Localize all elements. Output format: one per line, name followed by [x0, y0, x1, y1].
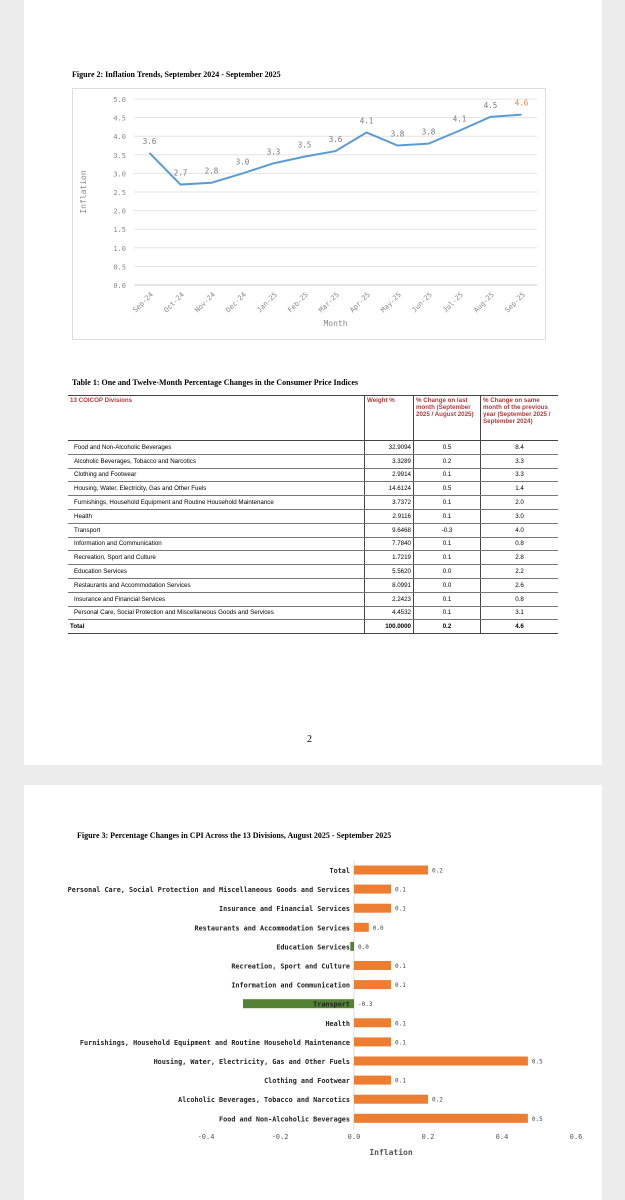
weight: 3.3289: [365, 454, 414, 468]
division-name: Information and Communication: [68, 537, 365, 551]
yearly-change: 0.8: [481, 537, 559, 551]
y-tick-label: 4.5: [113, 114, 126, 123]
x-tick-label: 0.2: [421, 1133, 435, 1141]
table-row: [68, 468, 558, 482]
x-tick-label: Feb-25: [286, 290, 310, 315]
bar: [350, 942, 354, 951]
table-row: [68, 509, 558, 523]
x-tick-label: Jan-25: [255, 290, 279, 315]
division-name: Clothing and Footwear: [68, 468, 365, 482]
yearly-change: 3.3: [481, 454, 559, 468]
total-weight: 100.0000: [365, 620, 414, 634]
data-label: 3.0: [235, 157, 250, 167]
x-tick-label: 0.6: [569, 1133, 583, 1141]
bar: [354, 1057, 528, 1066]
data-label: 4.5: [483, 100, 498, 110]
y-tick-label: 1.5: [113, 226, 126, 235]
data-label: 3.8: [421, 127, 436, 137]
col-header-divisions: 13 COICOP Divisions: [68, 396, 365, 441]
x-tick-label: May-25: [379, 290, 403, 315]
division-name: Personal Care, Social Protection and Miscellaneous Goods and Services: [68, 606, 365, 620]
category-label: Transport: [313, 1000, 350, 1009]
weight: 2.9116: [365, 509, 414, 523]
category-label: Insurance and Financial Services: [219, 905, 350, 914]
monthly-change: 0.1: [414, 592, 481, 606]
x-axis-title: Month: [323, 319, 348, 328]
bar: [354, 866, 428, 875]
y-tick-label: 2.0: [113, 207, 126, 216]
yearly-change: 2.2: [481, 565, 559, 579]
monthly-change: -0.3: [414, 523, 481, 537]
yearly-change: 2.6: [481, 578, 559, 592]
data-label: 3.3: [266, 147, 281, 157]
x-tick-label: Dec-24: [224, 290, 248, 315]
yearly-change: 3.1: [481, 606, 559, 620]
bar: [354, 1018, 391, 1027]
monthly-change: 0.5: [414, 441, 481, 455]
category-label: Education Services: [276, 943, 350, 952]
weight: 1.7219: [365, 551, 414, 565]
division-name: Alcoholic Beverages, Tobacco and Narcotics: [68, 454, 365, 468]
y-tick-label: 2.5: [113, 189, 126, 197]
x-tick-label: Apr-25: [348, 290, 372, 315]
total-label: Total: [68, 620, 365, 634]
bar: [354, 1037, 391, 1046]
monthly-change: 0.5: [414, 482, 481, 496]
weight: 8.0991: [365, 578, 414, 592]
data-label: 0.2: [432, 867, 443, 875]
data-label: 3.5: [297, 140, 312, 150]
data-label: 0.5: [531, 1115, 543, 1123]
x-tick-label: 0.0: [347, 1133, 361, 1141]
data-label: 0.1: [395, 1020, 406, 1028]
yearly-change: 0.8: [481, 592, 559, 606]
data-label: -0.3: [358, 1001, 373, 1009]
weight: 7.7840: [365, 537, 414, 551]
weight: 4.4532: [365, 606, 414, 620]
weight: 14.6124: [365, 482, 414, 496]
data-label: 3.8: [390, 129, 405, 139]
division-bar-chart: [24, 855, 602, 1165]
bar: [354, 885, 391, 894]
table-row: [68, 454, 558, 468]
weight: 32.9094: [365, 441, 414, 455]
monthly-change: 0.0: [414, 565, 481, 579]
data-label: 0.0: [358, 943, 369, 951]
total-monthly: 0.2: [414, 620, 481, 634]
weight: 5.5620: [365, 565, 414, 579]
x-tick-label: -0.4: [197, 1133, 215, 1141]
y-tick-label: 3.5: [113, 151, 126, 160]
table-row: [68, 537, 558, 551]
table-row: [68, 551, 558, 565]
data-label: 0.1: [395, 905, 406, 913]
division-name: Insurance and Financial Services: [68, 592, 365, 606]
y-tick-label: 1.0: [113, 244, 126, 253]
page-number: 2: [307, 734, 312, 745]
table-1-title: Table 1: One and Twelve-Month Percentage Changes in the Consumer Price Indices: [72, 378, 358, 387]
monthly-change: 0.1: [414, 537, 481, 551]
col-header-monthly: % Change on last month (September 2025 / August 2025): [414, 396, 481, 441]
table-row: [68, 606, 558, 620]
figure-2-title: Figure 2: Inflation Trends, September 2024 - September 2025: [72, 70, 281, 79]
x-tick-label: -0.2: [271, 1133, 289, 1141]
table-row: [68, 441, 558, 455]
bar: [354, 1076, 391, 1085]
total-yearly: 4.6: [481, 620, 559, 634]
bar: [354, 904, 391, 913]
x-tick-label: Sep-25: [503, 290, 527, 315]
yearly-change: 3.0: [481, 509, 559, 523]
category-label: Restaurants and Accommodation Services: [194, 924, 350, 933]
category-label: Information and Communication: [231, 981, 350, 990]
y-axis-title: Inflation: [79, 170, 88, 214]
table-row: [68, 496, 558, 510]
bar: [354, 923, 369, 932]
monthly-change: 0.1: [414, 551, 481, 565]
x-axis-title: Inflation: [369, 1148, 413, 1157]
data-label: 0.1: [395, 982, 406, 990]
x-tick-label: Aug-25: [472, 290, 496, 315]
category-label: Clothing and Footwear: [264, 1077, 350, 1086]
table-total-row: [68, 620, 558, 634]
bar: [354, 1095, 428, 1104]
table-row: [68, 592, 558, 606]
data-label: 3.6: [328, 135, 343, 145]
x-tick-label: Oct-24: [162, 290, 186, 315]
division-name: Restaurants and Accommodation Services: [68, 578, 365, 592]
data-label: 0.5: [531, 1058, 543, 1066]
category-label: Recreation, Sport and Culture: [231, 962, 350, 971]
x-tick-label: Jul-25: [441, 290, 465, 315]
y-tick-label: 0.5: [113, 263, 126, 272]
figure-3-title: Figure 3: Percentage Changes in CPI Across the 13 Divisions, August 2025 - September 2025: [77, 831, 392, 840]
division-name: Recreation, Sport and Culture: [68, 551, 365, 565]
x-tick-label: Jun-25: [410, 290, 434, 315]
division-name: Furnishings, Household Equipment and Routine Household Maintenance: [68, 496, 365, 510]
category-label: Health: [325, 1019, 350, 1028]
x-tick-label: Mar-25: [317, 290, 341, 315]
yearly-change: 4.0: [481, 523, 559, 537]
monthly-change: 0.1: [414, 496, 481, 510]
y-tick-label: 0.0: [113, 282, 126, 290]
division-name: Health: [68, 509, 365, 523]
page-1: [24, 0, 602, 765]
y-tick-label: 5.0: [113, 96, 126, 104]
table-row: [68, 565, 558, 579]
monthly-change: 0.1: [414, 606, 481, 620]
category-label: Alcoholic Beverages, Tobacco and Narcotics: [178, 1096, 350, 1105]
inflation-line-chart: [72, 88, 546, 340]
data-label: 2.7: [173, 168, 188, 178]
monthly-change: 0.0: [414, 578, 481, 592]
data-label: 0.1: [395, 963, 406, 970]
cpi-table: [68, 395, 558, 634]
yearly-change: 3.3: [481, 468, 559, 482]
y-tick-label: 3.0: [113, 170, 126, 179]
division-name: Education Services: [68, 565, 365, 579]
category-label: Housing, Water, Electricity, Gas and Other Fuels: [153, 1058, 350, 1066]
bar: [354, 961, 391, 970]
category-label: Food and Non-Alcoholic Beverages: [219, 1115, 350, 1124]
data-label: 0.2: [432, 1096, 443, 1104]
yearly-change: 2.0: [481, 496, 559, 510]
data-label: 0.1: [395, 1039, 406, 1047]
data-label: 4.1: [359, 116, 374, 126]
x-tick-label: 0.4: [495, 1133, 509, 1141]
weight: 2.9914: [365, 468, 414, 482]
bar: [354, 1114, 528, 1123]
weight: 9.6468: [365, 523, 414, 537]
page-2: [24, 785, 602, 1200]
division-name: Food and Non-Alcoholic Beverages: [68, 441, 365, 455]
yearly-change: 1.4: [481, 482, 559, 496]
y-tick-label: 4.0: [113, 133, 126, 142]
data-label: 4.1: [452, 114, 467, 124]
monthly-change: 0.2: [414, 454, 481, 468]
col-header-weight: Weight %: [365, 396, 414, 441]
division-name: Transport: [68, 523, 365, 537]
data-label: 0.1: [395, 1077, 406, 1085]
weight: 3.7372: [365, 496, 414, 510]
x-tick-label: Sep-24: [131, 290, 155, 315]
data-label: 2.8: [204, 166, 219, 176]
data-label: 3.6: [142, 136, 157, 146]
data-label: 0.0: [372, 924, 384, 932]
monthly-change: 0.1: [414, 509, 481, 523]
table-row: [68, 523, 558, 537]
col-header-yearly: % Change on same month of the previous year (September 2025 / September 2024): [481, 396, 559, 441]
monthly-change: 0.1: [414, 468, 481, 482]
weight: 2.2423: [365, 592, 414, 606]
data-label: 4.6: [514, 98, 529, 108]
bar: [354, 980, 391, 989]
table-row: [68, 578, 558, 592]
data-label: 0.1: [395, 886, 406, 894]
category-label: Personal Care, Social Protection and Miscellaneous Goods and Services: [67, 886, 350, 895]
division-name: Housing, Water, Electricity, Gas and Other Fuels: [68, 482, 365, 496]
yearly-change: 2.8: [481, 551, 559, 565]
yearly-change: 8.4: [481, 441, 559, 455]
table-row: [68, 482, 558, 496]
category-label: Furnishings, Household Equipment and Routine Household Maintenance: [79, 1038, 350, 1047]
category-label: Total: [329, 867, 350, 875]
x-tick-label: Nov-24: [193, 290, 217, 315]
